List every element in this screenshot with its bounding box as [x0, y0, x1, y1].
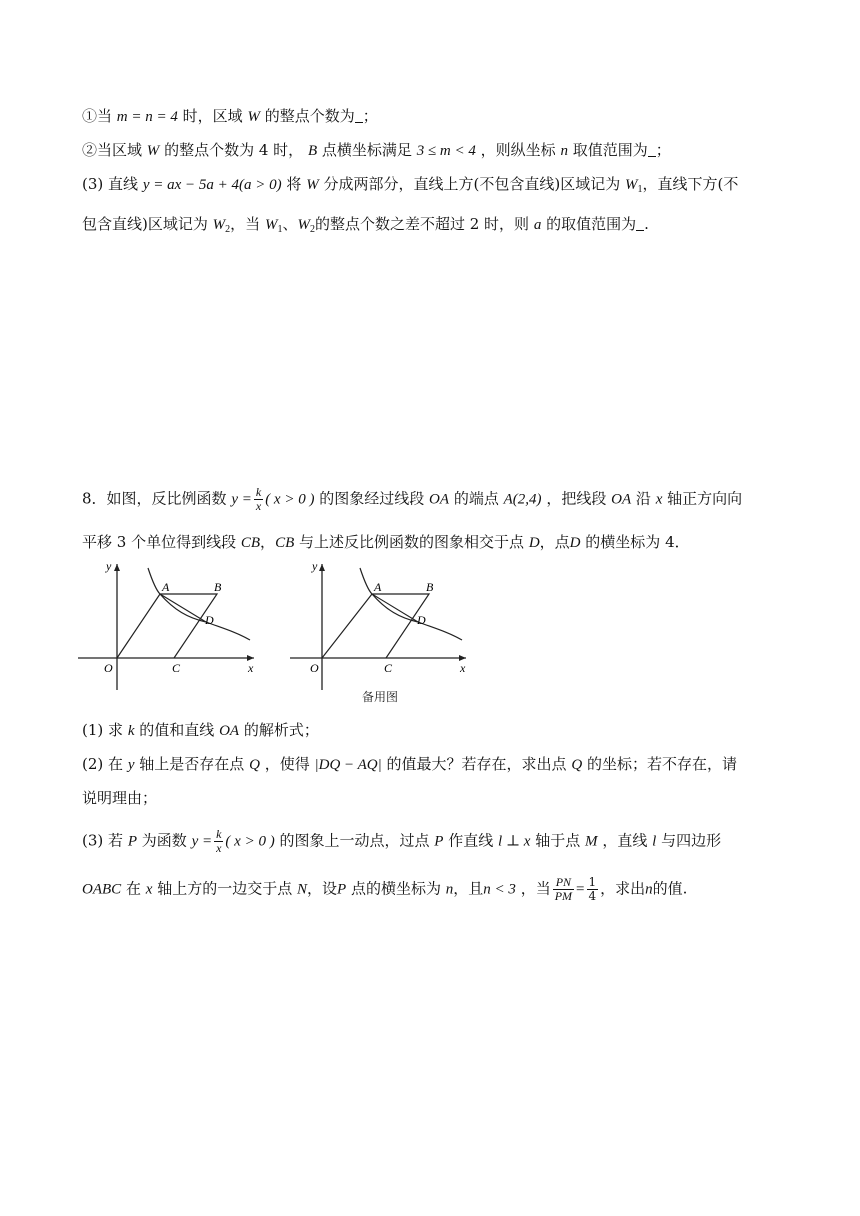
- math-var: D: [528, 535, 540, 551]
- text: ，点: [539, 533, 570, 551]
- text: 点的横坐标为: [350, 879, 441, 898]
- p8-intro-line1: [82, 486, 742, 513]
- text: 的值最大？若存在，求出点: [386, 755, 567, 773]
- text: 的值.: [652, 879, 688, 898]
- text: 的端点: [453, 489, 499, 508]
- figure-backup: [288, 558, 478, 692]
- math-var: CB: [275, 535, 295, 551]
- p8-intro-line2: [82, 532, 690, 553]
- equals-sign: =: [576, 881, 585, 898]
- fraction-k-over-x: [214, 828, 223, 855]
- var: W: [624, 177, 638, 193]
- text: 的图象上一动点，过点: [279, 831, 430, 850]
- math-var: n: [645, 881, 653, 898]
- text: ②当区域: [82, 141, 143, 159]
- label-c: C: [384, 661, 393, 675]
- math-var: l: [652, 833, 657, 850]
- text: 与四边形: [661, 831, 722, 850]
- text: 轴上方的一边交于点: [157, 879, 293, 898]
- text: 点横坐标满足: [321, 141, 412, 159]
- text: 为函数: [141, 831, 187, 850]
- label-x: x: [460, 661, 466, 675]
- label-x: x: [248, 661, 254, 675]
- text: 8．如图，反比例函数: [82, 489, 227, 508]
- text: 的值和直线: [139, 721, 215, 739]
- subscript: 2: [225, 224, 231, 235]
- answer-blank: [648, 142, 656, 157]
- math-equation: y = ax − 5a + 4: [142, 177, 239, 193]
- numerator: PN: [553, 876, 574, 890]
- math-var: y: [127, 757, 135, 773]
- q7-3-line2: 包含直线)区域记为 $W_2$，当 $W_1$、$W_2$的整点个数之差不超过 2 时，则 a 的取值范围为 .: [82, 215, 649, 235]
- math-var: OA: [611, 491, 632, 508]
- text: ，当: [230, 215, 261, 233]
- math-var: [297, 217, 315, 233]
- label-b: B: [426, 580, 434, 594]
- text: 的横坐标为 4．: [585, 533, 690, 551]
- math-condition: ( x > 0 ): [265, 491, 315, 508]
- numerator: k: [216, 827, 222, 841]
- text: 的解析式；: [243, 721, 319, 739]
- var: W: [212, 217, 226, 233]
- label-a: A: [162, 580, 170, 594]
- text: 沿: [635, 489, 651, 508]
- denominator: 4: [588, 889, 597, 903]
- text: 的整点个数为: [264, 107, 355, 125]
- text: ，直线: [602, 831, 648, 850]
- label-a: A: [374, 580, 382, 594]
- text: 说明理由；: [82, 789, 158, 807]
- math-var: [213, 217, 231, 233]
- numerator: 1: [588, 875, 597, 889]
- text: 轴正方向向: [667, 489, 743, 508]
- text: ，且: [453, 879, 484, 898]
- denominator: PM: [554, 889, 573, 903]
- math-var: W: [306, 177, 319, 193]
- figure-main: [76, 558, 266, 692]
- label-o: O: [310, 661, 319, 675]
- math-var: OABC: [82, 881, 122, 898]
- denominator: x: [216, 841, 222, 855]
- coordinate-figure-backup: [288, 558, 478, 692]
- text: 轴上是否存在点: [139, 755, 245, 773]
- math-var: W: [146, 143, 160, 159]
- p8-q3-line2: [82, 876, 687, 903]
- text: ，使得: [264, 755, 310, 773]
- text: (3) 直线: [82, 175, 139, 193]
- label-d: D: [205, 613, 214, 627]
- math-var: W: [247, 109, 260, 125]
- text: 的取值范围为: [546, 215, 637, 233]
- text: 的图象经过线段: [319, 489, 425, 508]
- math-var: Q: [249, 757, 260, 773]
- text: 的整点个数为 4 时，: [164, 141, 304, 159]
- denominator: x: [255, 499, 262, 513]
- math-var: n: [560, 143, 568, 159]
- text: 在: [125, 879, 141, 898]
- math-expr: y =: [231, 491, 252, 508]
- figure-caption: 备用图: [362, 690, 399, 704]
- q7-2-1: ①当 m = n = 4 时，区域 W 的整点个数为 ；: [82, 107, 378, 125]
- answer-blank: [636, 216, 644, 231]
- parallelogram: [322, 594, 429, 658]
- math-expr: l ⊥ x: [498, 833, 531, 850]
- math-var: P: [337, 881, 347, 898]
- text: ，则纵坐标: [480, 141, 556, 159]
- subscript: 1: [637, 184, 643, 195]
- coordinate-figure: [76, 558, 266, 692]
- math-var: x: [655, 491, 663, 508]
- p8-q3-line1: [82, 828, 721, 855]
- label-d: D: [417, 613, 426, 627]
- text: ，直线下方(不: [642, 175, 739, 193]
- text: ，当: [520, 879, 551, 898]
- var: W: [264, 217, 278, 233]
- math-condition: m = n = 4: [116, 109, 178, 125]
- text: ，求出: [600, 879, 646, 898]
- text: 取值范围为: [572, 141, 648, 159]
- text: 包含直线)区域记为: [82, 215, 208, 233]
- math-var: M: [585, 833, 598, 850]
- hyperbola-curve: [360, 568, 462, 640]
- segment-ad: [160, 594, 206, 622]
- answer-blank: [355, 108, 363, 123]
- text: (3) 若: [82, 831, 124, 850]
- math-var: [625, 177, 643, 193]
- fraction-one-quarter: [587, 876, 599, 903]
- math-var: CB: [240, 535, 261, 551]
- math-var: D: [569, 535, 581, 551]
- subscript: 2: [309, 224, 315, 235]
- text: ，把线段: [546, 489, 607, 508]
- p8-q2-line2: [82, 788, 157, 808]
- subscript: 1: [277, 224, 283, 235]
- math-var: N: [297, 881, 308, 898]
- math-var: OA: [219, 723, 240, 739]
- text: ①当: [82, 107, 113, 125]
- math-var: n: [445, 881, 454, 898]
- label-b: B: [214, 580, 222, 594]
- math-var: Q: [571, 757, 583, 773]
- math-var: B: [307, 143, 318, 159]
- fraction-pn-over-pm: [553, 876, 574, 903]
- math-var: k: [127, 723, 135, 739]
- text: 的坐标；若不存在，请: [586, 755, 737, 773]
- p8-q2-line1: [82, 754, 737, 775]
- math-expr: |DQ − AQ|: [314, 757, 382, 773]
- label-o: O: [104, 661, 113, 675]
- q7-2-2: ②当区域 W 的整点个数为 4 时， B 点横坐标满足 3 ≤ m < 4 ，则纵坐标 n 取值范围为 ；: [82, 141, 671, 159]
- math-var: x: [145, 881, 153, 898]
- hyperbola-curve: [148, 568, 250, 640]
- text: 的整点个数之差不超过 2 时，则: [314, 215, 530, 233]
- text: 作直线: [448, 831, 494, 850]
- y-axis-arrow-icon: [319, 564, 325, 571]
- text: 将: [286, 175, 302, 193]
- y-axis-arrow-icon: [114, 564, 120, 571]
- numerator: k: [255, 485, 262, 499]
- math-point: A(2,4): [503, 491, 542, 508]
- text: 平移 3 个单位得到线段: [82, 533, 237, 551]
- math-var: a: [533, 217, 542, 233]
- math-var: P: [434, 833, 444, 850]
- label-y: y: [312, 559, 318, 573]
- math-condition: 3 ≤ m < 4: [416, 143, 476, 159]
- label-y: y: [106, 559, 112, 573]
- text: 时，区域: [182, 107, 243, 125]
- var: W: [297, 217, 310, 233]
- parallelogram: [117, 594, 217, 658]
- text: ，设: [307, 879, 338, 898]
- text: 与上述反比例函数的图象相交于点: [299, 533, 525, 551]
- fraction-k-over-x: [254, 486, 263, 513]
- text: 、: [282, 215, 298, 233]
- label-c: C: [172, 661, 181, 675]
- p8-q1: [82, 720, 319, 741]
- math-var: [265, 217, 283, 233]
- math-condition: (a > 0): [239, 177, 282, 193]
- text: ，: [260, 533, 276, 551]
- text: 分成两部分，直线上方(不包含直线)区域记为: [323, 175, 621, 193]
- q7-3-line1: [82, 174, 738, 200]
- text: (2) 在: [82, 755, 124, 773]
- math-var: OA: [429, 491, 450, 508]
- math-expr: y =: [191, 833, 213, 850]
- segment-ad: [372, 594, 418, 622]
- math-condition: n < 3: [483, 881, 516, 898]
- math-condition: ( x > 0 ): [225, 833, 275, 850]
- text: (1) 求: [82, 721, 124, 739]
- text: 轴于点: [535, 831, 581, 850]
- math-var: P: [127, 833, 137, 850]
